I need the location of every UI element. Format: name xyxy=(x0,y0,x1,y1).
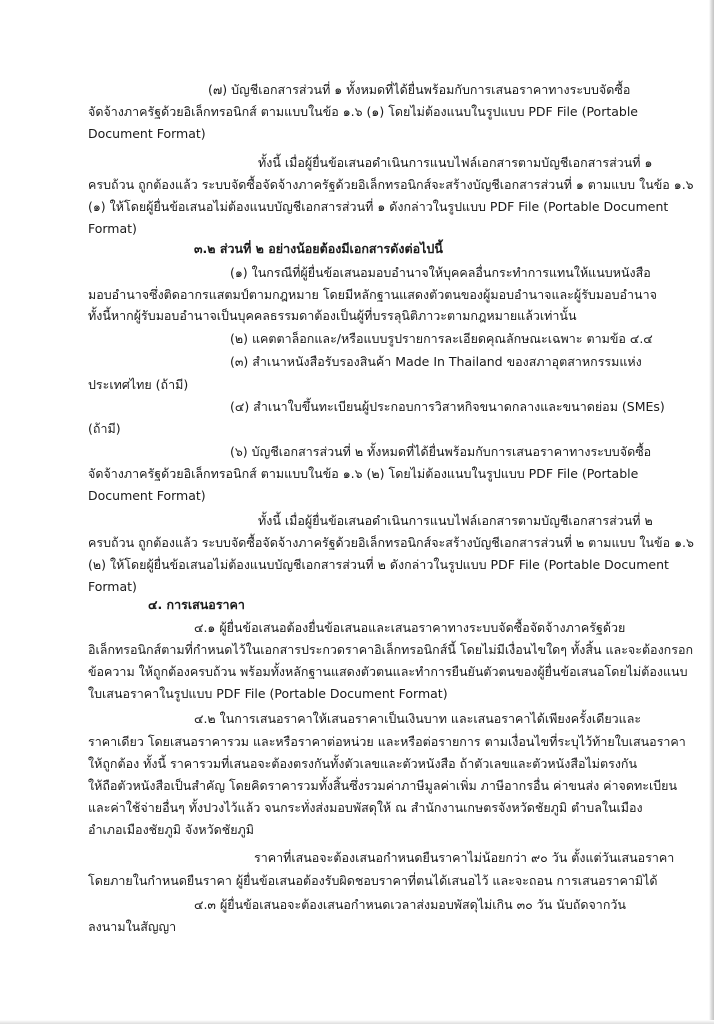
text-line: โดยภายในกำหนดยืนราคา ผู้ยื่นข้อเสนอต้องรับผิดชอบราคาที่ตนได้เสนอไว้ และจะถอน การเสนอราคามิได้ xyxy=(88,873,658,888)
text-line: (๗) บัญชีเอกสารส่วนที่ ๑ ทั้งหมดที่ได้ยื่นพร้อมกับการเสนอราคาทางระบบจัดซื้อ xyxy=(208,82,631,97)
text-line: Format) xyxy=(88,579,137,594)
section-heading: ๔. การเสนอราคา xyxy=(148,597,245,612)
text-line: (๒) ให้โดยผู้ยื่นข้อเสนอไม่ต้องแนบบัญชีเอกสารส่วนที่ ๒ ดังกล่าวในรูปแบบ PDF File (Portable Document xyxy=(88,557,669,572)
page-edge-shadow xyxy=(709,0,714,1024)
section-heading: ๓.๒ ส่วนที่ ๒ อย่างน้อยต้องมีเอกสารดังต่อไปนี้ xyxy=(194,241,443,256)
text-line: (๖) บัญชีเอกสารส่วนที่ ๒ ทั้งหมดที่ได้ยื่นพร้อมกับการเสนอราคาทางระบบจัดซื้อ xyxy=(230,444,652,459)
text-line: ๔.๓ ผู้ยื่นข้อเสนอจะต้องเสนอกำหนดเวลาส่งมอบพัสดุไม่เกิน ๓๐ วัน นับถัดจากวัน xyxy=(194,897,626,912)
text-line: (๑) ให้โดยผู้ยื่นข้อเสนอไม่ต้องแนบบัญชีเอกสารส่วนที่ ๑ ดังกล่าวในรูปแบบ PDF File (Portable Document xyxy=(88,199,669,214)
text-line: ๔.๑ ผู้ยื่นข้อเสนอต้องยื่นข้อเสนอและเสนอราคาทางระบบจัดซื้อจัดจ้างภาครัฐด้วย xyxy=(194,620,626,635)
text-line: ใบเสนอราคาในรูปแบบ PDF File (Portable Document Format) xyxy=(88,686,448,701)
text-line: ๔.๒ ในการเสนอราคาให้เสนอราคาเป็นเงินบาท และเสนอราคาได้เพียงครั้งเดียวและ xyxy=(194,711,642,726)
text-line: ทั้งนี้หากผู้รับมอบอำนาจเป็นบุคคลธรรมดาต้องเป็นผู้ที่บรรลุนิติภาวะตามกฎหมายแล้วเท่านั้น xyxy=(88,308,577,323)
text-line: ให้ถูกต้อง ทั้งนี้ ราคารวมที่เสนอจะต้องตรงกันทั้งตัวเลขและตัวหนังสือ ถ้าตัวเลขและตัวหนังสือไม่ตรงกัน xyxy=(88,756,638,771)
text-line: Format) xyxy=(88,221,137,236)
text-line: (ถ้ามี) xyxy=(88,421,121,436)
text-line: ครบถ้วน ถูกต้องแล้ว ระบบจัดซื้อจัดจ้างภาครัฐด้วยอิเล็กทรอนิกส์จะสร้างบัญชีเอกสารส่วนที่ ๒ ตามแบบ ในข้อ ๑.๖ xyxy=(88,535,694,550)
text-line: Document Format) xyxy=(88,488,206,503)
text-line: อิเล็กทรอนิกส์ตามที่กำหนดไว้ในเอกสารประกวดราคาอิเล็กทรอนิกส์นี้ โดยไม่มีเงื่อนไขใดๆ ทั้งสิ้น และจะต้องกรอก xyxy=(88,642,694,657)
text-line: มอบอำนาจซึ่งติดอากรแสตมป์ตามกฎหมาย โดยมีหลักฐานแสดงตัวตนของผู้มอบอำนาจและผู้รับมอบอำนาจ xyxy=(88,287,657,302)
text-line: Document Format) xyxy=(88,126,206,141)
text-line: ทั้งนี้ เมื่อผู้ยื่นข้อเสนอดำเนินการแนบไฟล์เอกสารตามบัญชีเอกสารส่วนที่ ๒ xyxy=(258,513,653,528)
text-line: (๔) สำเนาใบขึ้นทะเบียนผู้ประกอบการวิสาหกิจขนาดกลางและขนาดย่อม (SMEs) xyxy=(230,399,665,414)
text-line: ประเทศไทย (ถ้ามี) xyxy=(88,377,189,392)
page-edge-shadow xyxy=(0,1020,714,1024)
text-line: ราคาที่เสนอจะต้องเสนอกำหนดยืนราคาไม่น้อยกว่า ๙๐ วัน ตั้งแต่วันเสนอราคา xyxy=(254,850,675,865)
text-line: ข้อความ ให้ถูกต้องครบถ้วน พร้อมทั้งหลักฐานแสดงตัวตนและทำการยืนยันตัวตนของผู้ยื่นข้อเสนอโดยไม่ต้องแนบ xyxy=(88,664,688,679)
text-line: และค่าใช้จ่ายอื่นๆ ทั้งปวงไว้แล้ว จนกระทั่งส่งมอบพัสดุให้ ณ สำนักงานเกษตรจังหวัดชัยภูมิ ตำบลในเมือง xyxy=(88,800,643,815)
text-line: จัดจ้างภาครัฐด้วยอิเล็กทรอนิกส์ ตามแบบในข้อ ๑.๖ (๑) โดยไม่ต้องแนบในรูปแบบ PDF File (Portable xyxy=(88,104,638,119)
text-line: ครบถ้วน ถูกต้องแล้ว ระบบจัดซื้อจัดจ้างภาครัฐด้วยอิเล็กทรอนิกส์จะสร้างบัญชีเอกสารส่วนที่ ๑ ตามแบบ ในข้อ ๑.๖ xyxy=(88,177,694,192)
text-line: (๒) แคตตาล็อกและ/หรือแบบรูปรายการละเอียดคุณลักษณะเฉพาะ ตามข้อ ๔.๔ xyxy=(230,331,653,346)
text-line: ให้ถือตัวหนังสือเป็นสำคัญ โดยคิดราคารวมทั้งสิ้นซึ่งรวมค่าภาษีมูลค่าเพิ่ม ภาษีอากรอื่น ค่าขนส่ง ค่าจดทะเบียน xyxy=(88,778,678,793)
text-line: อำเภอเมืองชัยภูมิ จังหวัดชัยภูมิ xyxy=(88,822,255,837)
text-line: (๑) ในกรณีที่ผู้ยื่นข้อเสนอมอบอำนาจให้บุคคลอื่นกระทำการแทนให้แนบหนังสือ xyxy=(230,265,651,280)
text-line: จัดจ้างภาครัฐด้วยอิเล็กทรอนิกส์ ตามแบบในข้อ ๑.๖ (๒) โดยไม่ต้องแนบในรูปแบบ PDF File (Portable xyxy=(88,466,639,481)
text-line: (๓) สำเนาหนังสือรับรองสินค้า Made In Thailand ของสภาอุตสาหกรรมแห่ง xyxy=(230,354,642,369)
text-line: ลงนามในสัญญา xyxy=(88,919,177,934)
text-line: ราคาเดียว โดยเสนอราคารวม และหรือราคาต่อหน่วย และหรือต่อรายการ ตามเงื่อนไขที่ระบุไว้ท้ายใบเสนอราคา xyxy=(88,734,686,749)
text-line: ทั้งนี้ เมื่อผู้ยื่นข้อเสนอดำเนินการแนบไฟล์เอกสารตามบัญชีเอกสารส่วนที่ ๑ xyxy=(258,155,653,170)
